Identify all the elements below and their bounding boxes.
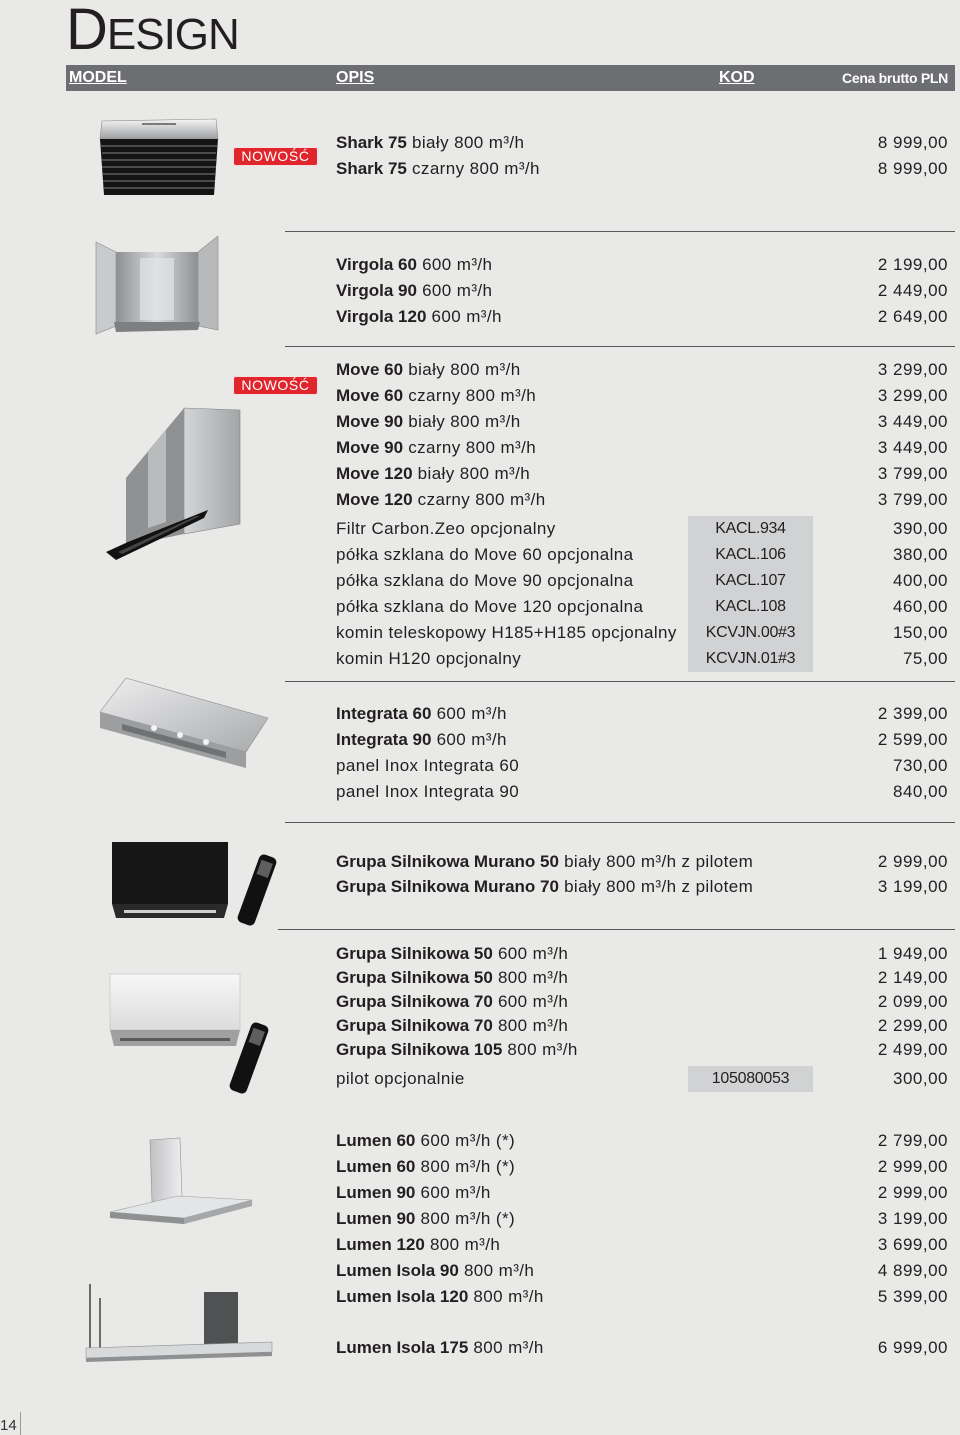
page-number: 14: [0, 1417, 17, 1434]
product-row: [0, 1232, 960, 1258]
price-value: 3 299,00: [877, 360, 948, 379]
product-code: KCVJN.01#3: [688, 646, 813, 672]
product-row: [0, 620, 960, 646]
price-value: 2 999,00: [877, 852, 948, 871]
row-description: [336, 727, 507, 753]
page-edge-mark: [20, 1412, 21, 1435]
price-value: 4 899,00: [877, 1261, 948, 1280]
integrata-hood-image: [96, 676, 270, 772]
row-description: [336, 874, 753, 899]
model-name: Move 90: [336, 438, 404, 457]
price-value: 2 299,00: [877, 1016, 948, 1035]
product-spec: 600 m³/h (*): [420, 1131, 516, 1150]
product-row: [0, 568, 960, 594]
row-description: [336, 252, 492, 278]
row-description: [336, 278, 492, 304]
product-row: [0, 942, 960, 966]
new-badge: NOWOŚĆ: [233, 376, 318, 395]
price-value: 2 449,00: [877, 281, 948, 300]
virgola-hood-image: [94, 234, 220, 342]
product-spec: półka szklana do Move 60 opcjonalna: [336, 545, 634, 564]
row-description: [336, 1335, 544, 1361]
page-title: DESIGN: [66, 0, 239, 62]
product-spec: panel Inox Integrata 60: [336, 756, 520, 775]
model-name: Integrata 60: [336, 704, 432, 723]
lumen-hood-image: [108, 1136, 254, 1234]
model-name: Lumen 60: [336, 1131, 416, 1150]
price-value: 2 399,00: [877, 704, 948, 723]
price-value: 2 149,00: [877, 968, 948, 987]
product-row: [0, 594, 960, 620]
product-code: KACL.934: [688, 516, 813, 542]
price-value: 3 699,00: [877, 1235, 948, 1254]
model-name: Move 90: [336, 412, 404, 431]
model-name: Grupa Silnikowa 70: [336, 992, 493, 1011]
row-description: [336, 620, 677, 646]
product-spec: 600 m³/h: [436, 730, 507, 749]
product-row: [0, 646, 960, 672]
product-spec: 600 m³/h: [431, 307, 502, 326]
price-value: 3 199,00: [877, 877, 948, 896]
product-spec: 800 m³/h: [497, 1016, 569, 1035]
product-spec: 800 m³/h (*): [420, 1157, 516, 1176]
product-code: 105080053: [688, 1066, 813, 1092]
product-spec: 800 m³/h: [463, 1261, 535, 1280]
row-description: [336, 594, 643, 620]
price-value: 460,00: [893, 597, 948, 616]
row-description: [336, 1014, 568, 1038]
row-description: [336, 516, 556, 542]
row-description: [336, 1038, 578, 1062]
section-divider: [285, 822, 955, 823]
model-name: Grupa Silnikowa Murano 70: [336, 877, 559, 896]
row-description: [336, 646, 521, 672]
row-description: [336, 1066, 465, 1092]
row-description: [336, 779, 519, 805]
remote-control-image: [234, 852, 280, 928]
row-description: [336, 966, 568, 990]
model-name: Move 120: [336, 490, 413, 509]
row-description: [336, 1258, 534, 1284]
model-name: Grupa Silnikowa 50: [336, 944, 493, 963]
model-name: Lumen 90: [336, 1209, 416, 1228]
price-value: 2 999,00: [877, 1157, 948, 1176]
grupa-silnikowa-unit-image: [108, 970, 242, 1050]
product-row: [0, 1066, 960, 1092]
row-description: [336, 1154, 515, 1180]
price-value: 2 499,00: [877, 1040, 948, 1059]
murano-unit-image: [110, 840, 230, 922]
model-name: Shark 75: [336, 159, 407, 178]
model-name: Integrata 90: [336, 730, 432, 749]
price-value: 730,00: [893, 756, 948, 775]
product-spec: czarny 800 m³/h: [408, 386, 537, 405]
row-description: [336, 701, 507, 727]
header-opis: OPIS: [336, 69, 375, 86]
remote-control-image: [226, 1020, 272, 1096]
model-name: Move 60: [336, 360, 404, 379]
price-value: 2 649,00: [877, 307, 948, 326]
header-model: MODEL: [69, 69, 127, 86]
section-divider: [285, 231, 955, 232]
product-spec: 600 m³/h: [420, 1183, 491, 1202]
header-price: Cena brutto PLN: [842, 70, 948, 86]
row-description: [336, 990, 568, 1014]
product-row: [0, 357, 960, 383]
row-description: [336, 849, 753, 874]
section-divider: [285, 681, 955, 682]
product-spec: komin teleskopowy H185+H185 opcjonalny: [336, 623, 677, 642]
model-name: Shark 75: [336, 133, 407, 152]
product-spec: komin H120 opcjonalny: [336, 649, 522, 668]
product-spec: biały 800 m³/h: [412, 133, 525, 152]
price-value: 3 449,00: [877, 412, 948, 431]
row-description: [336, 130, 524, 156]
product-spec: 800 m³/h: [497, 968, 569, 987]
product-spec: 600 m³/h: [422, 255, 493, 274]
shark-hood-image: [96, 117, 222, 197]
model-name: Virgola 120: [336, 307, 427, 326]
row-description: [336, 304, 502, 330]
product-code: KACL.107: [688, 568, 813, 594]
product-spec: czarny 800 m³/h: [417, 490, 546, 509]
product-spec: czarny 800 m³/h: [408, 438, 537, 457]
product-code: KCVJN.00#3: [688, 620, 813, 646]
model-name: Virgola 60: [336, 255, 417, 274]
product-spec: biały 800 m³/h: [408, 360, 521, 379]
product-spec: 800 m³/h: [473, 1287, 544, 1306]
model-name: Lumen 90: [336, 1183, 416, 1202]
product-spec: pilot opcjonalnie: [336, 1069, 465, 1088]
model-name: Lumen 60: [336, 1157, 416, 1176]
price-value: 3 799,00: [877, 464, 948, 483]
product-spec: 800 m³/h: [429, 1235, 501, 1254]
model-name: Grupa Silnikowa Murano 50: [336, 852, 559, 871]
price-value: 3 299,00: [877, 386, 948, 405]
product-spec: półka szklana do Move 120 opcjonalna: [336, 597, 644, 616]
model-name: Virgola 90: [336, 281, 417, 300]
product-spec: 600 m³/h: [497, 992, 569, 1011]
product-code: KACL.106: [688, 542, 813, 568]
price-value: 8 999,00: [877, 133, 948, 152]
price-value: 300,00: [893, 1069, 948, 1088]
section-divider: [285, 346, 955, 347]
product-spec: 600 m³/h: [436, 704, 507, 723]
new-badge: NOWOŚĆ: [233, 147, 318, 166]
row-description: [336, 1232, 500, 1258]
product-spec: 800 m³/h: [473, 1338, 544, 1357]
row-description: [336, 487, 546, 513]
model-name: Grupa Silnikowa 105: [336, 1040, 503, 1059]
row-description: [336, 1206, 515, 1232]
model-name: Lumen Isola 120: [336, 1287, 469, 1306]
model-name: Move 60: [336, 386, 404, 405]
table-header: [66, 65, 955, 91]
price-value: 75,00: [902, 649, 948, 668]
price-value: 3 199,00: [877, 1209, 948, 1228]
price-value: 2 599,00: [877, 730, 948, 749]
product-spec: biały 800 m³/h z pilotem: [564, 852, 754, 871]
move-hood-image: [104, 406, 242, 562]
header-kod: KOD: [719, 69, 755, 86]
price-value: 400,00: [893, 571, 948, 590]
row-description: [336, 435, 536, 461]
row-description: [336, 568, 634, 594]
price-value: 2 199,00: [877, 255, 948, 274]
accessory-group-pilot: [0, 1066, 960, 1092]
model-name: Grupa Silnikowa 70: [336, 1016, 493, 1035]
lumen-isola-hood-image: [84, 1282, 276, 1364]
model-name: Lumen Isola 90: [336, 1261, 459, 1280]
price-value: 2 799,00: [877, 1131, 948, 1150]
model-name: Grupa Silnikowa 50: [336, 968, 493, 987]
row-description: [336, 1128, 515, 1154]
product-code: KACL.108: [688, 594, 813, 620]
model-name: Move 120: [336, 464, 413, 483]
product-spec: biały 800 m³/h z pilotem: [564, 877, 754, 896]
price-value: 2 099,00: [877, 992, 948, 1011]
row-description: [336, 753, 519, 779]
product-spec: półka szklana do Move 90 opcjonalna: [336, 571, 634, 590]
price-value: 5 399,00: [877, 1287, 948, 1306]
row-description: [336, 383, 536, 409]
row-description: [336, 542, 634, 568]
product-spec: biały 800 m³/h: [408, 412, 521, 431]
row-description: [336, 461, 530, 487]
price-value: 2 999,00: [877, 1183, 948, 1202]
product-spec: panel Inox Integrata 90: [336, 782, 520, 801]
price-value: 390,00: [893, 519, 948, 538]
price-value: 8 999,00: [877, 159, 948, 178]
price-value: 840,00: [893, 782, 948, 801]
model-name: Lumen 120: [336, 1235, 425, 1254]
price-value: 150,00: [893, 623, 948, 642]
row-description: [336, 409, 521, 435]
price-value: 6 999,00: [877, 1338, 948, 1357]
price-value: 3 449,00: [877, 438, 948, 457]
model-name: Lumen Isola 175: [336, 1338, 469, 1357]
price-value: 1 949,00: [877, 944, 948, 963]
product-spec: Filtr Carbon.Zeo opcjonalny: [336, 519, 556, 538]
row-description: [336, 1284, 544, 1310]
section-divider: [278, 929, 955, 930]
price-value: 3 799,00: [877, 490, 948, 509]
price-value: 380,00: [893, 545, 948, 564]
row-description: [336, 357, 521, 383]
product-spec: 800 m³/h: [507, 1040, 578, 1059]
product-spec: biały 800 m³/h: [417, 464, 531, 483]
product-spec: 800 m³/h (*): [420, 1209, 516, 1228]
product-spec: 600 m³/h: [497, 944, 569, 963]
product-spec: czarny 800 m³/h: [412, 159, 540, 178]
row-description: [336, 942, 568, 966]
product-row: [0, 1258, 960, 1284]
row-description: [336, 1180, 491, 1206]
product-row: [0, 779, 960, 805]
product-spec: 600 m³/h: [422, 281, 493, 300]
row-description: [336, 156, 540, 182]
